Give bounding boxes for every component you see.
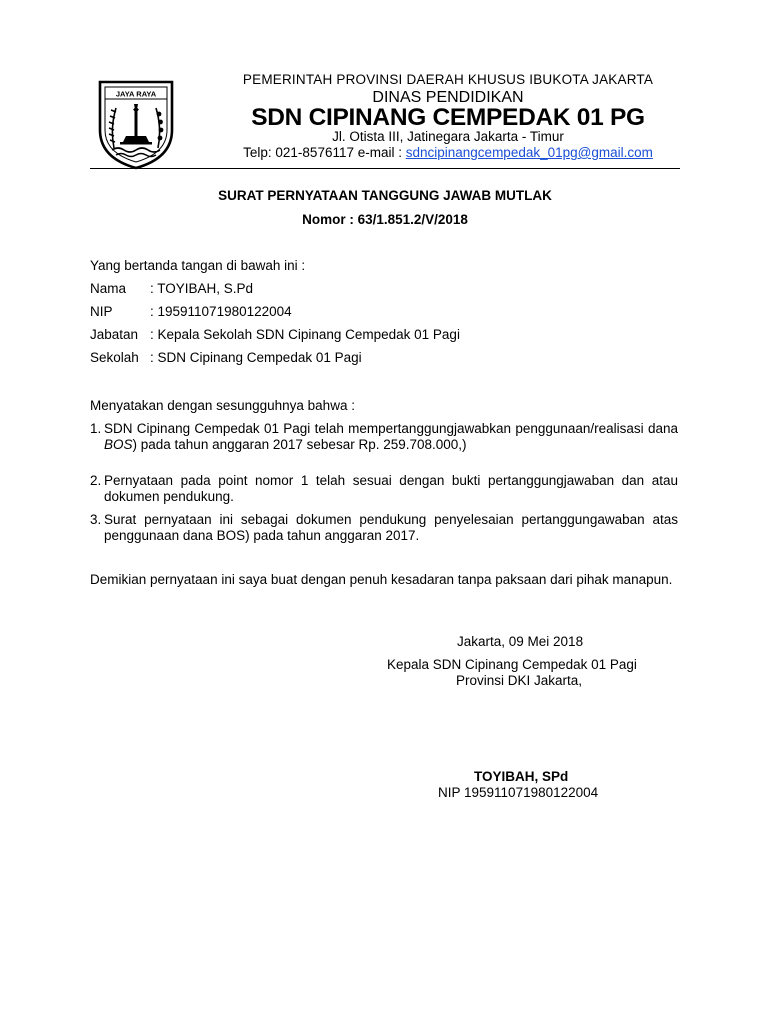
signatory-nip: NIP 195911071980122004 xyxy=(438,785,599,800)
government-name: PEMERINTAH PROVINSI DAERAH KHUSUS IBUKOTA JAKARTA xyxy=(242,72,654,87)
email-link[interactable]: sdncipinangcempedak_01pg@gmail.com xyxy=(405,145,653,160)
signature-position-line1: Kepala SDN Cipinang Cempedak 01 Pagi xyxy=(387,657,637,672)
field-label-nama: Nama xyxy=(90,281,127,296)
list-item-number: 2. xyxy=(90,473,102,488)
closing-statement: Demikian pernyataan ini saya buat dengan penuh kesadaran tanpa paksaan dari pihak manapun. xyxy=(90,572,673,587)
document-title: SURAT PERNYATAAN TANGGUNG JAWAB MUTLAK xyxy=(218,188,552,203)
document-number: Nomor : 63/1.851.2/V/2018 xyxy=(302,212,468,227)
school-address: Jl. Otista III, Jatinegara Jakarta - Timur xyxy=(332,129,564,144)
list-item-text-part: SDN Cipinang Cempedak 01 Pagi telah mempertanggungjawabkan penggunaan/realisasi dana xyxy=(104,421,678,436)
declaration-intro: Menyatakan dengan sesungguhnya bahwa : xyxy=(90,398,355,413)
field-value-nip: : 195911071980122004 xyxy=(150,304,292,319)
department-name: DINAS PENDIDIKAN xyxy=(372,89,524,106)
list-item-number: 1. xyxy=(90,421,102,436)
signature-position-line2: Provinsi DKI Jakarta, xyxy=(456,673,583,688)
school-contact xyxy=(200,145,696,160)
field-label-nip: NIP xyxy=(90,304,113,319)
contact-phone-label: Telp: 021-8576117 e-mail : xyxy=(243,145,406,160)
field-label-sekolah: Sekolah xyxy=(90,350,139,365)
list-item-text xyxy=(104,421,678,452)
svg-text:JAYA RAYA: JAYA RAYA xyxy=(115,89,157,99)
intro-text: Yang bertanda tangan di bawah ini : xyxy=(90,258,306,273)
field-value-sekolah: : SDN Cipinang Cempedak 01 Pagi xyxy=(150,350,362,365)
signature-place-date: Jakarta, 09 Mei 2018 xyxy=(457,634,584,649)
list-item-number: 3. xyxy=(90,512,102,527)
list-item-text: Surat pernyataan ini sebagai dokumen pendukung penyelesaian pertanggungawaban atas penggunaan dana BOS) pada tahun anggaran 2017. xyxy=(104,512,678,543)
signatory-name: TOYIBAH, SPd xyxy=(474,769,569,784)
list-item-text: Pernyataan pada point nomor 1 telah sesuai dengan bukti pertanggungjawaban dan atau dokumen pendukung. xyxy=(104,473,678,504)
list-item-text-italic: BOS xyxy=(104,436,133,452)
field-label-jabatan: Jabatan xyxy=(90,327,139,342)
jakarta-coat-of-arms-logo xyxy=(96,78,176,170)
field-value-jabatan: : Kepala Sekolah SDN Cipinang Cempedak 01 Pagi xyxy=(150,327,460,342)
field-value-nama: : TOYIBAH, S.Pd xyxy=(150,281,254,296)
school-name: SDN CIPINANG CEMPEDAK 01 PG xyxy=(251,104,645,131)
letterhead-divider xyxy=(90,168,680,169)
list-item-text-part: ) pada tahun anggaran 2017 sebesar Rp. 259.708.000,) xyxy=(132,436,467,452)
